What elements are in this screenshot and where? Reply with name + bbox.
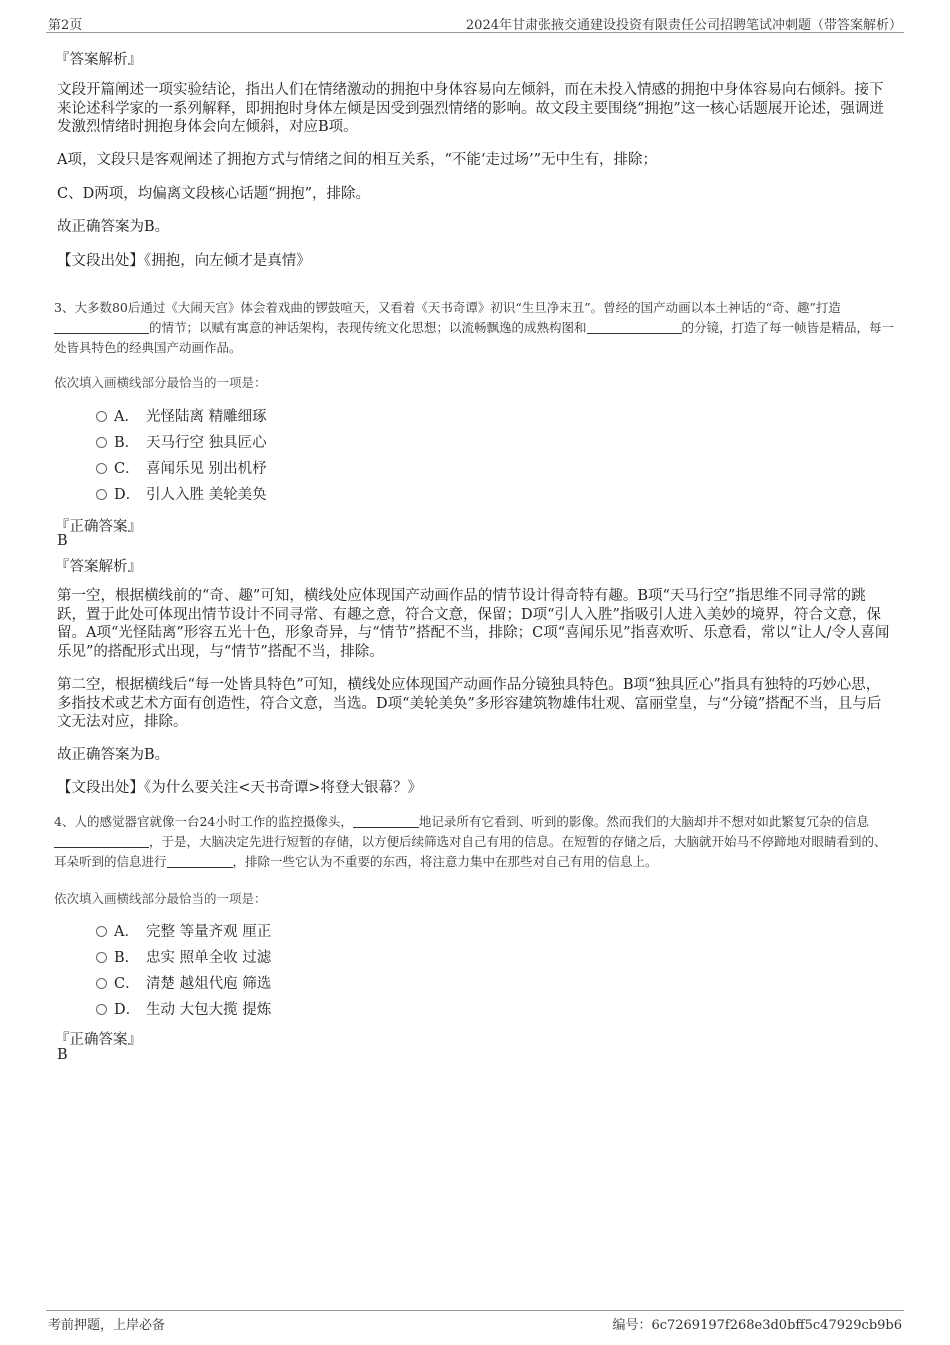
analysis-label: 『答案解析』 <box>55 52 142 68</box>
radio-button[interactable] <box>96 1004 107 1015</box>
analysis-paragraph: 文段开篇阐述一项实验结论，指出人们在情绪激动的拥抱中身体容易向左倾斜，而在未投入情感的拥抱中身体容易向右倾斜。接下来论述科学家的一系列解释，即拥抱时身体左倾是因受到强烈情绪的影响。故文段主要围绕“拥抱”这一核心话题展开论述，强调迸发激烈情绪时拥抱身体会向左倾斜，对应B项。 <box>57 82 884 135</box>
page-number: 第2页 <box>48 18 83 33</box>
option-c[interactable]: C． 喜闻乐见 别出机杼 <box>96 459 267 479</box>
analysis-paragraph: C、D两项，均偏离文段核心话题“拥抱”，排除。 <box>57 186 371 202</box>
page-footer <box>46 1310 904 1333</box>
fill-blank <box>353 815 419 828</box>
footer-slogan: 考前押题，上岸必备 <box>48 1318 166 1333</box>
correct-answer: B <box>57 533 68 549</box>
option-a[interactable]: A． 光怪陆离 精雕细琢 <box>96 407 267 427</box>
correct-answer-label: 『正确答案』 <box>55 519 142 535</box>
analysis-paragraph: A项，文段只是客观阐述了拥抱方式与情绪之间的相互关系，“不能‘走过场’”无中生有，排除； <box>57 152 658 168</box>
option-c[interactable]: C． 清楚 越俎代庖 筛选 <box>96 974 271 994</box>
conclusion: 故正确答案为B。 <box>57 747 170 763</box>
correct-answer: B <box>57 1047 68 1063</box>
fill-blank <box>167 855 233 868</box>
radio-button[interactable] <box>96 978 107 989</box>
page-header <box>46 12 904 33</box>
question-prompt: 依次填入画横线部分最恰当的一项是： <box>54 375 267 390</box>
radio-button[interactable] <box>96 437 107 448</box>
question-prompt: 依次填入画横线部分最恰当的一项是： <box>54 891 267 906</box>
analysis-paragraph: 第一空，根据横线前的“奇、趣”可知，横线处应体现国产动画作品的情节设计得奇特有趣。B项“天马行空”指思维不同寻常的跳跃，置于此处可体现出情节设计不同寻常、有趣之意，符合文意，保留；D项“引人入胜”指吸引人进入美妙的境界，符合文意，保留。A项“光怪陆离”形容五光十色，形象奇异，与“情节”搭配不当，排除；C项“喜闻乐见”指喜欢听、乐意看，常以“让人/令人喜闻乐见”的搭配形式出现，与“情节”搭配不当，排除。 <box>57 588 890 660</box>
option-b[interactable]: B． 天马行空 独具匠心 <box>96 433 267 453</box>
correct-answer-label: 『正确答案』 <box>55 1032 142 1048</box>
option-d[interactable]: D． 生动 大包大揽 提炼 <box>96 1000 271 1020</box>
fill-blank <box>54 321 149 334</box>
source-citation: 【文段出处】《为什么要关注<天书奇谭>将登大银幕？》 <box>57 780 423 796</box>
analysis-label: 『答案解析』 <box>55 559 142 575</box>
conclusion: 故正确答案为B。 <box>57 219 170 235</box>
radio-button[interactable] <box>96 411 107 422</box>
option-b[interactable]: B． 忠实 照单全收 过滤 <box>96 948 271 968</box>
document-title: 2024年甘肃张掖交通建设投资有限责任公司招聘笔试冲刺题（带答案解析） <box>465 18 902 33</box>
analysis-paragraph: 第二空，根据横线后“每一处皆具特色”可知，横线处应体现国产动画作品分镜独具特色。B项“独具匠心”指具有独特的巧妙心思，多指技术或艺术方面有创造性，符合文意，当选。D项“美轮美奂”多形容建筑物雄伟壮观、富丽堂皇，与“分镜”搭配不当，且与后文无法对应，排除。 <box>57 677 882 730</box>
fill-blank <box>54 835 149 848</box>
document-id: 编号：6c7269197f268e3d0bff5c47929cb9b6 <box>612 1318 902 1333</box>
question-stem: 3、大多数80后通过《大闹天宫》体会着戏曲的锣鼓喧天，又看着《天书奇谭》初识“生旦净末丑”。曾经的国产动画以本土神话的“奇、趣”打造的情节；以赋有寓意的神话架构，表现传统文化思想；以流畅飘逸的成熟构图和 的分镜，打造了每一帧皆是精品，每一处皆具特色的经典国产动画作品。 <box>54 300 895 355</box>
radio-button[interactable] <box>96 489 107 500</box>
radio-button[interactable] <box>96 926 107 937</box>
radio-button[interactable] <box>96 952 107 963</box>
fill-blank <box>587 321 682 334</box>
source-citation: 【文段出处】《拥抱，向左倾才是真情》 <box>57 253 311 269</box>
option-d[interactable]: D． 引人入胜 美轮美奂 <box>96 485 267 505</box>
option-a[interactable]: A． 完整 等量齐观 厘正 <box>96 922 271 942</box>
radio-button[interactable] <box>96 463 107 474</box>
question-stem: 4、人的感觉器官就像一台24小时工作的监控摄像头， 地记录所有它看到、听到的影像。然而我们的大脑却并不想对如此繁复冗杂的信息，于是，大脑决定先进行短暂的存储，以方便后续筛选对自己有用的信息。在短暂的存储之后，大脑就开始马不停蹄地对眼睛看到的、耳朵听到的信息进行 ，排除一些它认为不重要的东西，将注意力集中在那些对自己有用的信息上。 <box>54 814 887 869</box>
